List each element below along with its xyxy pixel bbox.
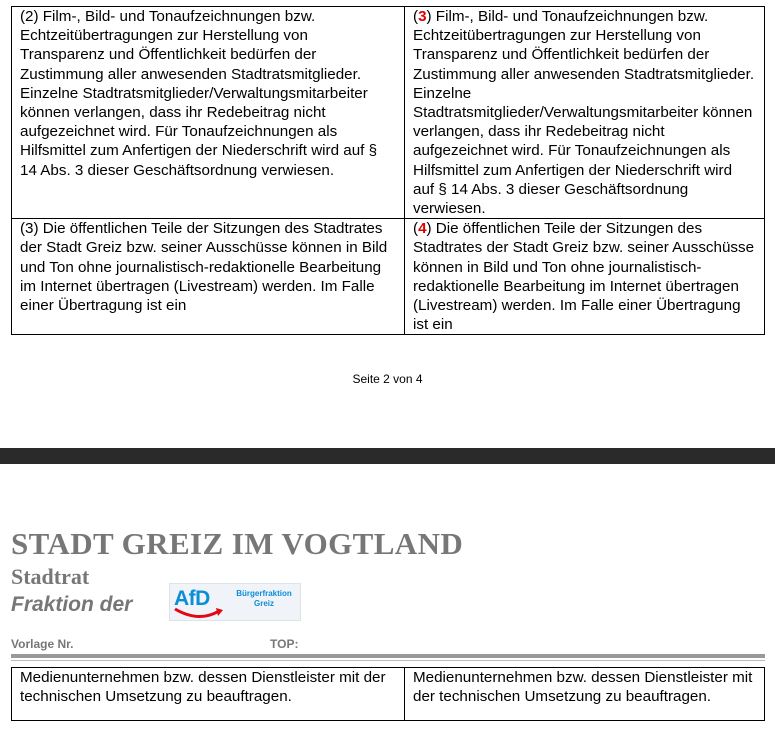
- city-heading: STADT GREIZ IM VOGTLAND: [11, 526, 464, 561]
- header-rule-thin: [11, 660, 765, 661]
- new-paragraph-3: ) Film-, Bild- und Tonaufzeichnungen bzw. Echtzeitübertragungen zur Herstellung von Transparenz und Öffentlichkeit bedürfen der Zustimmung aller anwesenden Stadtratsmitglieder. Einzelne Stadtratsmitglieder/Verwaltungsmitarbeiter können verlangen, dass ihr Redebeitrag nicht aufgezeichnet wird. Für Tonaufzeichnungen als Hilfsmittel zum Anfertigen der Niederschrift wird auf § 14 Abs. 3 dieser Geschäftsordnung verwiesen.: [413, 8, 755, 218]
- new-text-cell: (3) Film-, Bild- und Tonaufzeichnungen bzw. Echtzeitübertragungen zur Herstellung von Transparenz und Öffentlichkeit bedürfen der Zustimmung aller anwesenden Stadtratsmitglieder. Einzelne Stadtratsmitglieder/Verwaltungsmitarbeiter können verlangen, dass ihr Redebeitrag nicht aufgezeichnet wird. Für Tonaufzeichnungen als Hilfsmittel zum Anfertigen der Niederschrift wird auf § 14 Abs. 3 dieser Geschäftsordnung verwiesen.: [405, 7, 765, 219]
- afd-logo: [169, 583, 301, 621]
- vorlage-label: Vorlage Nr.: [11, 637, 74, 651]
- comparison-table: [11, 6, 765, 335]
- old-paragraph-2: (2) Film-, Bild- und Tonaufzeichnungen bzw. Echtzeitübertragungen zur Herstellung von Transparenz und Öffentlichkeit bedürfen der Zustimmung aller anwesenden Stadtratsmitglieder. Einzelne Stadtratsmitglieder/Verwaltungsmitarbeiter können verlangen, dass ihr Redebeitrag nicht aufgezeichnet wird. Für Tonaufzeichnungen als Hilfsmittel zum Anfertigen der Niederschrift wird auf § 14 Abs. 3 dieser Geschäftsordnung verwiesen.: [20, 8, 378, 179]
- old-text-cell: [12, 7, 405, 219]
- old-text-cell: Medienunternehmen bzw. dessen Dienstleister mit der technischen Umsetzung zu beauftragen.: [12, 668, 405, 721]
- comparison-table-continued: [11, 667, 765, 721]
- new-text-cell: (4) Die öffentlichen Teile der Sitzungen des Stadtrates der Stadt Greiz bzw. seiner Ausschüsse können in Bild und Ton ohne journalistisch-redaktionelle Bearbeitung im Internet übertragen (Livestream) werden. Im Falle einer Übertragung ist ein: [405, 219, 765, 335]
- changed-number: 4: [418, 220, 427, 238]
- old-text-cell: [12, 219, 405, 335]
- page-number: Seite 2 von 4: [352, 372, 423, 386]
- council-heading: Stadtrat: [11, 564, 90, 589]
- old-paragraph-3: (3) Die öffentlichen Teile der Sitzungen des Stadtrates der Stadt Greiz bzw. seiner Ausschüsse können in Bild und Ton ohne journalistisch-redaktionelle Bearbeitung im Internet übertragen (Livestream) werden. Im Falle einer Übertragung ist ein: [20, 220, 388, 315]
- top-label: TOP:: [270, 637, 299, 651]
- logo-brand-text: AfD: [174, 587, 210, 610]
- table-row: [12, 7, 765, 219]
- header-rule: [11, 654, 765, 658]
- new-text-cell: Medienunternehmen bzw. dessen Dienstleister mit der technischen Umsetzung zu beauftragen.: [405, 668, 765, 721]
- logo-subtitle: Bürgerfraktion Greiz: [236, 589, 292, 608]
- table-row: [12, 668, 765, 721]
- new-paragraph-4: ) Die öffentlichen Teile der Sitzungen des Stadtrates der Stadt Greiz bzw. seiner Ausschüsse können in Bild und Ton ohne journalistisch-redaktionelle Bearbeitung im Internet übertragen (Livestream) werden. Im Falle einer Übertragung ist ein: [413, 220, 755, 334]
- fraction-heading: Fraktion der: [11, 593, 133, 616]
- changed-number: 3: [418, 8, 427, 25]
- document-page-3: [0, 464, 775, 730]
- page-separator: [0, 448, 775, 464]
- table-row: [12, 219, 765, 335]
- logo-arrow-icon: [173, 607, 225, 621]
